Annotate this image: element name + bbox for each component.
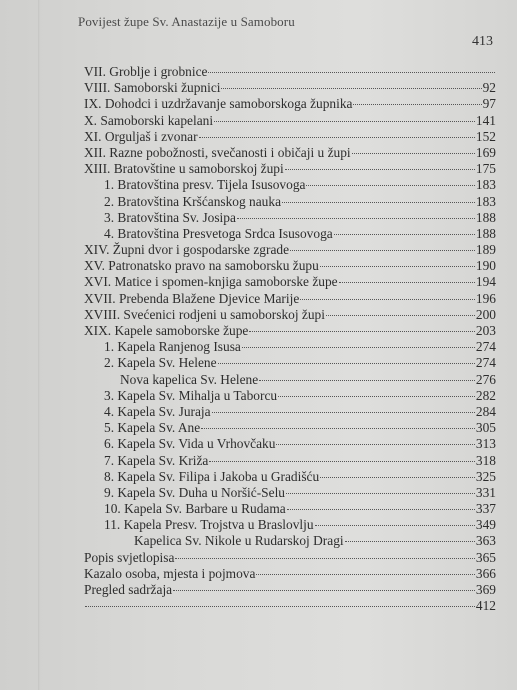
dot-leader [175, 558, 475, 559]
dot-leader [278, 396, 475, 397]
toc-entry-page: 313 [475, 436, 496, 452]
toc-entry [84, 453, 496, 469]
toc-entry [84, 96, 496, 112]
dot-leader [242, 347, 475, 348]
toc-entry-page: 194 [475, 274, 496, 290]
toc-entry-page: 189 [475, 242, 496, 258]
toc-entry [84, 258, 496, 274]
toc-entry-page: 141 [475, 112, 496, 128]
page-gutter-shadow [38, 0, 40, 690]
toc-entry-label: 9. Kapela Sv. Duha u Noršić-Selu [104, 484, 285, 500]
dot-leader [237, 218, 475, 219]
dot-leader [199, 137, 475, 138]
toc-entry [84, 242, 496, 258]
dot-leader [282, 202, 475, 203]
toc-entry-label: XV. Patronatsko pravo na samoborsku župu [84, 258, 319, 274]
toc-entry [84, 388, 496, 404]
toc-entry-page: 305 [475, 420, 496, 436]
toc-entry [84, 598, 496, 614]
toc-entry [84, 177, 496, 193]
toc-entry-page: 412 [475, 598, 496, 614]
dot-leader [209, 461, 475, 462]
toc-entry [84, 355, 496, 371]
toc-entry [84, 485, 496, 501]
dot-leader [256, 574, 474, 575]
toc-entry [84, 291, 496, 307]
toc-entry-page: 183 [475, 193, 496, 209]
toc-entry [84, 566, 496, 582]
table-of-contents [84, 64, 496, 614]
toc-entry [84, 404, 496, 420]
toc-entry-label: VIII. Samoborski župnici [84, 80, 221, 96]
toc-entry [84, 533, 496, 549]
dot-leader [276, 444, 474, 445]
toc-entry [84, 64, 496, 80]
toc-entry [84, 420, 496, 436]
toc-entry-label: XVI. Matice i spomen-knjiga samoborske župe [84, 274, 338, 290]
dot-leader [286, 493, 475, 494]
dot-leader [208, 72, 495, 73]
toc-entry-page: 152 [475, 128, 496, 144]
toc-entry-label: 2. Kapela Sv. Helene [104, 355, 217, 371]
dot-leader [315, 525, 475, 526]
dot-leader [173, 590, 475, 591]
toc-entry-page: 188 [475, 209, 496, 225]
toc-entry-page: 349 [475, 517, 496, 533]
toc-entry [84, 339, 496, 355]
toc-entry-page: 188 [475, 225, 496, 241]
toc-entry-page: 274 [475, 339, 496, 355]
toc-entry-page: 331 [475, 484, 496, 500]
toc-entry-label: 4. Kapela Sv. Juraja [104, 403, 211, 419]
toc-entry-page: 363 [475, 533, 496, 549]
dot-leader [300, 299, 475, 300]
dot-leader [326, 315, 475, 316]
toc-entry-label: XI. Orguljaš i zvonar [84, 128, 198, 144]
toc-entry-page: 183 [475, 177, 496, 193]
toc-entry-page: 97 [482, 96, 496, 112]
dot-leader [85, 606, 475, 607]
dot-leader [201, 428, 475, 429]
toc-entry [84, 517, 496, 533]
dot-leader [285, 169, 475, 170]
toc-entry [84, 307, 496, 323]
toc-entry [84, 582, 496, 598]
toc-entry-label: Nova kapelica Sv. Helene [120, 371, 259, 387]
dot-leader [352, 153, 475, 154]
toc-entry-label: Pregled sadržaja [84, 582, 173, 597]
toc-entry-label: XVIII. Svećenici rodjeni u samoborskoj župi [84, 306, 325, 322]
toc-entry-label: 3. Bratovština Sv. Josipa [104, 209, 236, 225]
toc-entry-label: 2. Bratovština Kršćanskog nauka [104, 193, 282, 209]
toc-entry-page: 276 [475, 371, 496, 387]
toc-entry-page: 318 [475, 452, 496, 468]
toc-entry [84, 323, 496, 339]
toc-entry [84, 372, 496, 388]
toc-entry [84, 194, 496, 210]
dot-leader [212, 412, 475, 413]
toc-entry-page: 190 [475, 258, 496, 274]
toc-entry-page: 282 [475, 387, 496, 403]
toc-entry-page: 92 [482, 80, 496, 96]
toc-entry [84, 80, 496, 96]
dot-leader [249, 331, 475, 332]
toc-entry-label: 3. Kapela Sv. Mihalja u Taborcu [104, 387, 278, 403]
toc-entry [84, 274, 496, 290]
toc-entry [84, 113, 496, 129]
toc-entry-page: 337 [475, 501, 496, 517]
toc-entry-page: 325 [475, 468, 496, 484]
toc-entry [84, 145, 496, 161]
toc-entry [84, 161, 496, 177]
toc-entry-label: 10. Kapela Sv. Barbare u Rudama [104, 501, 286, 517]
toc-entry-label: XIV. Župni dvor i gospodarske zgrade [84, 242, 290, 258]
dot-leader [320, 477, 475, 478]
toc-entry-label: VII. Groblje i grobnice [84, 64, 208, 79]
toc-entry [84, 501, 496, 517]
toc-entry-label: 8. Kapela Sv. Filipa i Jakoba u Gradišću [104, 468, 320, 484]
toc-entry-label: XVII. Prebenda Blažene Djevice Marije [84, 290, 300, 306]
dot-leader [339, 282, 475, 283]
toc-entry-label: 1. Bratovština presv. Tijela Isusovoga [104, 177, 306, 193]
toc-entry-page: 200 [475, 306, 496, 322]
toc-entry [84, 226, 496, 242]
running-header: Povijest župe Sv. Anastazije u Samoboru [78, 14, 295, 29]
toc-entry [84, 436, 496, 452]
toc-entry-label: XIX. Kapele samoborske župe [84, 323, 249, 338]
toc-entry-page: 366 [475, 565, 496, 581]
dot-leader [218, 363, 475, 364]
toc-entry-page: 169 [475, 144, 496, 160]
toc-entry-label: Kazalo osoba, mjesta i pojmova [84, 565, 256, 581]
toc-entry-label: IX. Dohodci i uzdržavanje samoborskoga župnika [84, 96, 353, 112]
toc-entry-label: X. Samoborski kapelani [84, 112, 214, 128]
dot-leader [334, 234, 475, 235]
dot-leader [221, 88, 481, 89]
toc-entry-label: XIII. Bratovštine u samoborskoj župi [84, 161, 284, 177]
toc-entry-label: 5. Kapela Sv. Ane [104, 420, 201, 436]
toc-entry-label: XII. Razne pobožnosti, svečanosti i običaji u župi [84, 144, 351, 160]
dot-leader [306, 185, 474, 186]
dot-leader [259, 380, 475, 381]
dot-leader [353, 104, 481, 105]
toc-entry-page: 196 [475, 290, 496, 306]
toc-entry-page: 274 [475, 355, 496, 371]
toc-entry-label: 6. Kapela Sv. Vida u Vrhovčaku [104, 436, 276, 452]
toc-entry [84, 129, 496, 145]
toc-entry-label: 11. Kapela Presv. Trojstva u Braslovlju [104, 517, 314, 533]
toc-entry-page: 369 [475, 582, 496, 597]
toc-entry-label: 7. Kapela Sv. Križa [104, 452, 209, 468]
toc-entry [84, 550, 496, 566]
toc-entry-label: 4. Bratovština Presvetoga Srdca Isusovoga [104, 225, 333, 241]
dot-leader [320, 266, 475, 267]
toc-entry-label: Popis svjetlopisa [84, 549, 175, 565]
toc-entry-label: 1. Kapela Ranjenog Isusa [104, 339, 241, 355]
toc-entry-page: 203 [475, 323, 496, 338]
toc-entry-page: 365 [475, 549, 496, 565]
dot-leader [290, 250, 475, 251]
toc-entry [84, 469, 496, 485]
toc-entry [84, 210, 496, 226]
toc-entry-page: 175 [475, 161, 496, 177]
dot-leader [345, 541, 475, 542]
dot-leader [287, 509, 475, 510]
toc-entry-label: Kapelica Sv. Nikole u Rudarskoj Dragi [134, 533, 344, 549]
page-number: 413 [472, 34, 493, 49]
toc-entry-page: 284 [475, 403, 496, 419]
dot-leader [214, 121, 475, 122]
